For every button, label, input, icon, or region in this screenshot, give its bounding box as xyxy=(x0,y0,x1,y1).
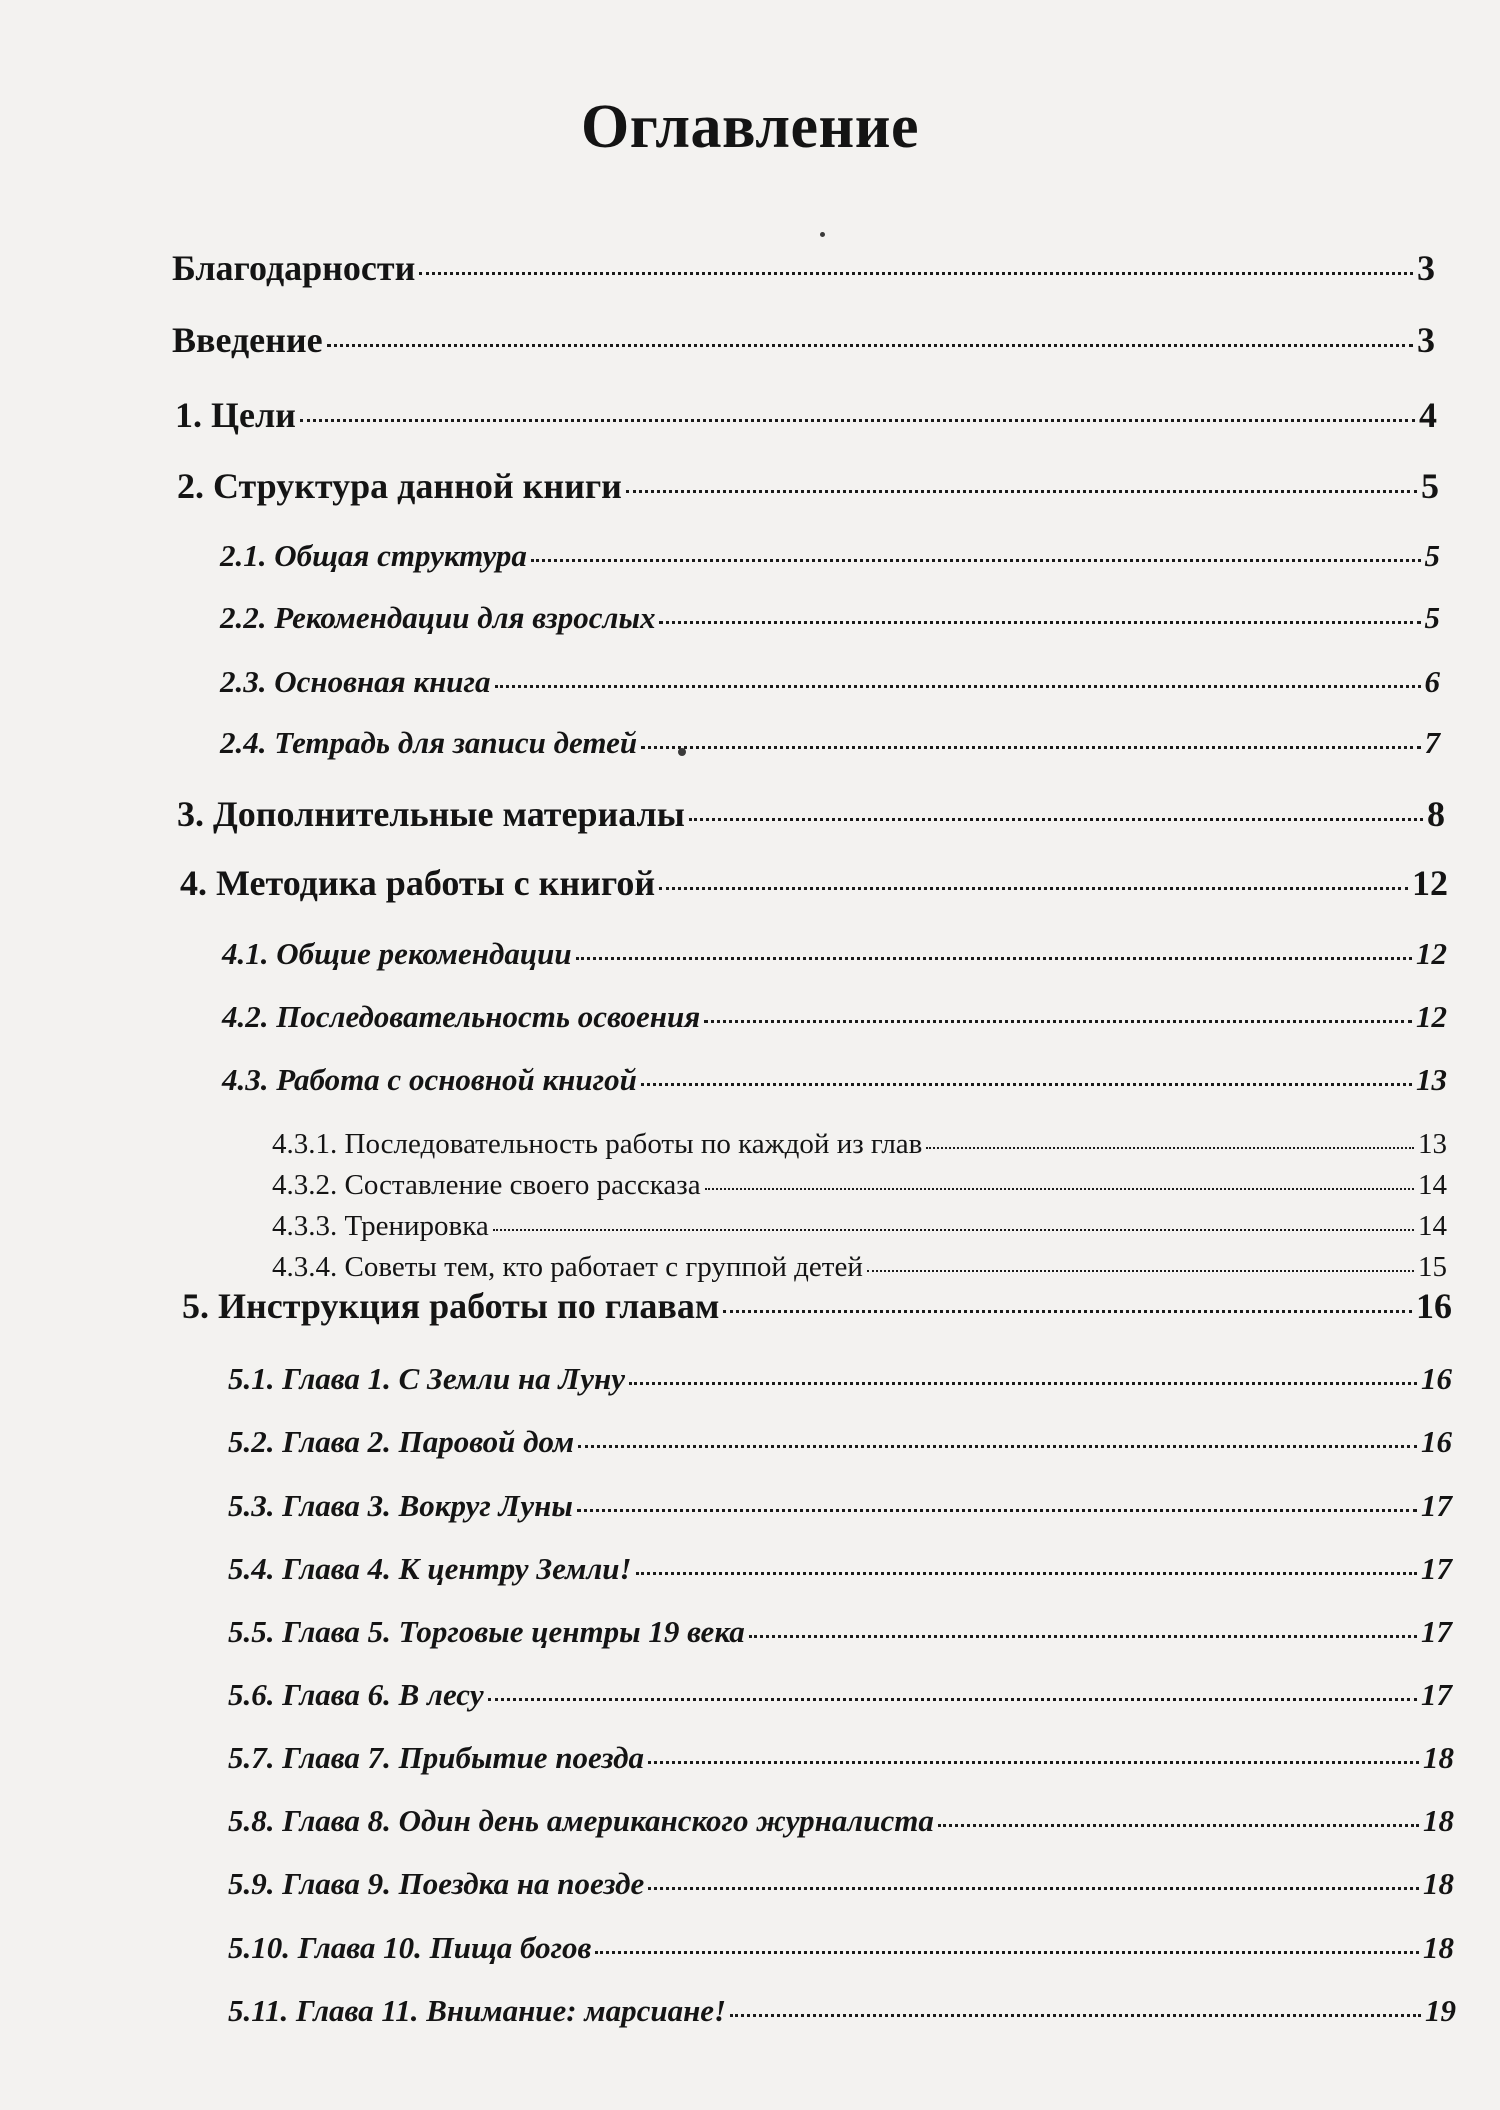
toc-entry-label: 4.3.4. Советы тем, кто работает с группой детей xyxy=(272,1251,863,1283)
toc-entry-page: 5 xyxy=(1421,466,1439,506)
dot-leader xyxy=(704,1020,1412,1023)
dot-leader xyxy=(419,272,1413,275)
toc-entry-label: Благодарности xyxy=(172,248,416,288)
toc-entry-label: 4.3.1. Последовательность работы по каждой из глав xyxy=(272,1128,923,1160)
toc-entry-page: 14 xyxy=(1418,1210,1447,1242)
toc-entry[interactable] xyxy=(182,1286,1452,1327)
toc-entry[interactable] xyxy=(220,538,1440,574)
toc-entry-label: 5.2. Глава 2. Паровой дом xyxy=(228,1424,575,1459)
toc-entry-label: 5.10. Глава 10. Пища богов xyxy=(228,1930,592,1965)
dot-leader xyxy=(577,1509,1417,1512)
toc-entry[interactable] xyxy=(222,1062,1447,1098)
toc-entry-page: 16 xyxy=(1421,1424,1452,1459)
toc-entry[interactable] xyxy=(228,1551,1452,1587)
dot-leader xyxy=(730,2014,1421,2017)
toc-entry[interactable] xyxy=(220,600,1440,636)
toc-entry[interactable] xyxy=(228,1488,1452,1524)
toc-entry-page: 16 xyxy=(1416,1286,1452,1326)
toc-entry-page: 5 xyxy=(1424,538,1440,573)
toc-entry-page: 17 xyxy=(1421,1551,1452,1586)
toc-entry[interactable] xyxy=(228,1677,1452,1713)
toc-entry[interactable] xyxy=(172,248,1435,289)
toc-entry-label: 4. Методика работы с книгой xyxy=(180,863,656,903)
toc-entry[interactable] xyxy=(228,1424,1452,1460)
toc-entry-page: 5 xyxy=(1424,600,1440,635)
toc-entry-label: 5.1. Глава 1. С Земли на Луну xyxy=(228,1361,625,1396)
dot-leader xyxy=(641,1083,1412,1086)
dot-leader xyxy=(659,887,1408,890)
toc-entry-page: 8 xyxy=(1427,794,1445,834)
toc-entry[interactable] xyxy=(177,466,1439,507)
print-speck xyxy=(820,232,825,237)
toc-entry-label: 5.5. Глава 5. Торговые центры 19 века xyxy=(228,1614,745,1649)
dot-leader xyxy=(578,1445,1417,1448)
toc-entry-label: 5.6. Глава 6. В лесу xyxy=(228,1677,484,1712)
toc-entry-label: 2.4. Тетрадь для записи детей xyxy=(220,725,638,760)
dot-leader xyxy=(626,490,1417,493)
toc-entry[interactable] xyxy=(272,1251,1447,1284)
dot-leader xyxy=(636,1572,1417,1575)
toc-entry-label: 2.2. Рекомендации для взрослых xyxy=(220,600,656,635)
dot-leader xyxy=(648,1761,1419,1764)
toc-entry-page: 12 xyxy=(1416,999,1447,1034)
toc-entry[interactable] xyxy=(228,1803,1454,1839)
toc-entry[interactable] xyxy=(228,1993,1456,2029)
toc-entry-page: 17 xyxy=(1421,1488,1452,1523)
toc-entry-label: 4.2. Последовательность освоения xyxy=(222,999,701,1034)
dot-leader xyxy=(495,685,1421,688)
toc-entry-label: Введение xyxy=(172,320,323,360)
toc-entry-page: 16 xyxy=(1421,1361,1452,1396)
toc-entry-page: 12 xyxy=(1416,936,1447,971)
toc-entry-page: 6 xyxy=(1424,664,1440,699)
toc-entry-page: 3 xyxy=(1417,320,1435,360)
dot-leader xyxy=(926,1147,1414,1149)
dot-leader xyxy=(659,621,1420,624)
dot-leader xyxy=(641,746,1420,749)
page-title: Оглавление xyxy=(581,93,919,161)
toc-entry-label: 1. Цели xyxy=(175,395,296,435)
toc-entry[interactable] xyxy=(228,1614,1452,1650)
toc-entry-page: 18 xyxy=(1423,1803,1454,1838)
dot-leader xyxy=(531,559,1421,562)
dot-leader xyxy=(595,1951,1419,1954)
toc-entry-label: 2.3. Основная книга xyxy=(220,664,491,699)
toc-entry-label: 5.4. Глава 4. К центру Земли! xyxy=(228,1551,632,1586)
toc-entry-label: 5. Инструкция работы по главам xyxy=(182,1286,720,1326)
toc-entry[interactable] xyxy=(228,1866,1454,1902)
dot-leader xyxy=(723,1310,1412,1313)
dot-leader xyxy=(629,1382,1417,1385)
dot-leader xyxy=(327,344,1413,347)
dot-leader xyxy=(300,419,1415,422)
toc-entry[interactable] xyxy=(177,794,1445,835)
toc-entry[interactable] xyxy=(220,725,1440,761)
toc-entry-label: 5.9. Глава 9. Поездка на поезде xyxy=(228,1866,645,1901)
dot-leader xyxy=(938,1824,1419,1827)
toc-entry[interactable] xyxy=(172,320,1435,361)
toc-entry[interactable] xyxy=(175,395,1437,436)
toc-entry[interactable] xyxy=(220,664,1440,700)
toc-entry-label: 4.3. Работа с основной книгой xyxy=(222,1062,637,1097)
toc-entry[interactable] xyxy=(228,1361,1452,1397)
toc-entry-label: 5.7. Глава 7. Прибытие поезда xyxy=(228,1740,644,1775)
print-speck xyxy=(678,748,686,756)
toc-entry-page: 18 xyxy=(1423,1930,1454,1965)
toc-entry-page: 18 xyxy=(1423,1866,1454,1901)
toc-entry-label: 4.3.3. Тренировка xyxy=(272,1210,489,1242)
toc-entry-label: 2.1. Общая структура xyxy=(220,538,527,573)
toc-entry-page: 19 xyxy=(1425,1993,1456,2028)
dot-leader xyxy=(867,1270,1414,1272)
toc-entry-label: 5.11. Глава 11. Внимание: марсиане! xyxy=(228,1993,727,2028)
toc-entry-page: 14 xyxy=(1418,1169,1447,1201)
toc-entry-page: 15 xyxy=(1418,1251,1447,1283)
dot-leader xyxy=(689,818,1423,821)
toc-entry-page: 3 xyxy=(1417,248,1435,288)
toc-entry-label: 2. Структура данной книги xyxy=(177,466,622,506)
toc-entry[interactable] xyxy=(272,1128,1447,1161)
toc-entry-label: 4.1. Общие рекомендации xyxy=(222,936,572,971)
toc-entry-page: 13 xyxy=(1418,1128,1447,1160)
toc-entry[interactable] xyxy=(180,863,1448,904)
toc-entry-page: 4 xyxy=(1419,395,1437,435)
dot-leader xyxy=(648,1887,1419,1890)
toc-entry-page: 17 xyxy=(1421,1614,1452,1649)
dot-leader xyxy=(493,1229,1414,1231)
toc-entry-page: 12 xyxy=(1412,863,1448,903)
toc-entry-label: 4.3.2. Составление своего рассказа xyxy=(272,1169,701,1201)
toc-entry-page: 17 xyxy=(1421,1677,1452,1712)
toc-entry[interactable] xyxy=(222,936,1447,972)
toc-entry[interactable] xyxy=(272,1210,1447,1243)
dot-leader xyxy=(576,957,1412,960)
dot-leader xyxy=(749,1635,1417,1638)
toc-entry-label: 5.3. Глава 3. Вокруг Луны xyxy=(228,1488,573,1523)
dot-leader xyxy=(705,1188,1414,1190)
toc-entry-page: 13 xyxy=(1416,1062,1447,1097)
toc-entry[interactable] xyxy=(222,999,1447,1035)
toc-entry-label: 3. Дополнительные материалы xyxy=(177,794,685,834)
toc-entry[interactable] xyxy=(272,1169,1447,1202)
toc-entry-label: 5.8. Глава 8. Один день американского журналиста xyxy=(228,1803,934,1838)
toc-entry-page: 7 xyxy=(1424,725,1440,760)
dot-leader xyxy=(488,1698,1417,1701)
toc-entry[interactable] xyxy=(228,1740,1454,1776)
toc-entry[interactable] xyxy=(228,1930,1454,1966)
toc-entry-page: 18 xyxy=(1423,1740,1454,1775)
